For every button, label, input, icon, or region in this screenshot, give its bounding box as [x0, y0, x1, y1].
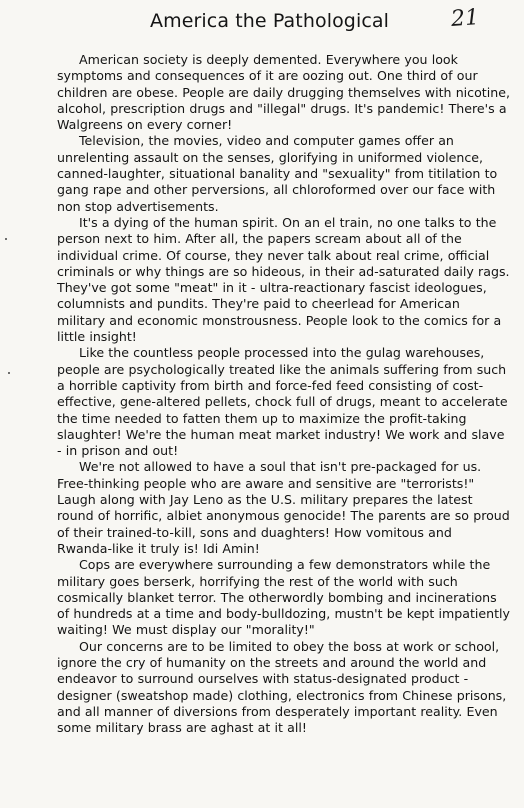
- paragraph: Cops are everywhere surrounding a few demonstrators while the military goes berserk, horrifying the rest of the world with such cosmically blanket terror. The otherwordly bombing and incinerations of hundreds at a time and body-bulldozing, mustn't be kept impatiently waiting! We must display our "morality!": [57, 557, 510, 638]
- paragraph: Like the countless people processed into the gulag warehouses, people are psychologically treated like the animals suffering from such a horrible captivity from birth and force-fed feed consisting of cost-effective, gene-altered pellets, chock full of drugs, meant to accelerate the time needed to fatten them up to maximize the profit-taking slaughter! We're the human meat market industry! We work and slave - in prison and out!: [57, 345, 508, 459]
- paragraph: It's a dying of the human spirit. On an el train, no one talks to the person next to him. After all, the papers scream about all of the individual crime. Of course, they never talk about real crime, official criminals or why things are so hideous, in their ad-saturated daily rags. They've got some "meat" in it - ultra-reactionary fascist ideologues, columnists and pundits. They're paid to cheerlead for American military and economic monstrousness. People look to the comics for a little insight!: [57, 214, 510, 345]
- scan-speck: [5, 238, 7, 240]
- paragraph: We're not allowed to have a soul that isn't pre-packaged for us. Free-thinking people who are aware and sensitive are "terrorists!" Laugh along with Jay Leno as the U.S. military prepares the latest round of horrific, albiet anonymous genocide! The parents are so proud of their trained-to-kill, sons and duaghters! How vomitous and Rwanda-like it truly is! Idi Amin!: [57, 459, 510, 556]
- article-body: [57, 52, 511, 736]
- scan-speck: [8, 372, 10, 374]
- paragraph: Our concerns are to be limited to obey the boss at work or school, ignore the cry of humanity on the streets and around the world and endeavor to surround ourselves with status-designated product - designer (sweatshop made) clothing, electronics from Chinese prisons, and all manner of diversions from desperately important reality. Even some military brass are aghast at it all!: [57, 638, 507, 736]
- paragraph: Television, the movies, video and computer games offer an unrelenting assault on the senses, glorifying in uniformed violence, canned-laughter, situational banality and "sexuality" from titilation to gang rape and other perversions, all chloroformed over our face with non stop advertisements.: [57, 133, 498, 214]
- page-title: America the Pathological: [150, 10, 390, 32]
- handwritten-page-number: 21: [450, 5, 480, 32]
- paragraph: American society is deeply demented. Everywhere you look symptoms and consequences of it are oozing out. One third of our children are obese. People are daily drugging themselves with nicotine, alcohol, prescription drugs and "illegal" drugs. It's pandemic! There's a Walgreens on every corner!: [57, 52, 510, 133]
